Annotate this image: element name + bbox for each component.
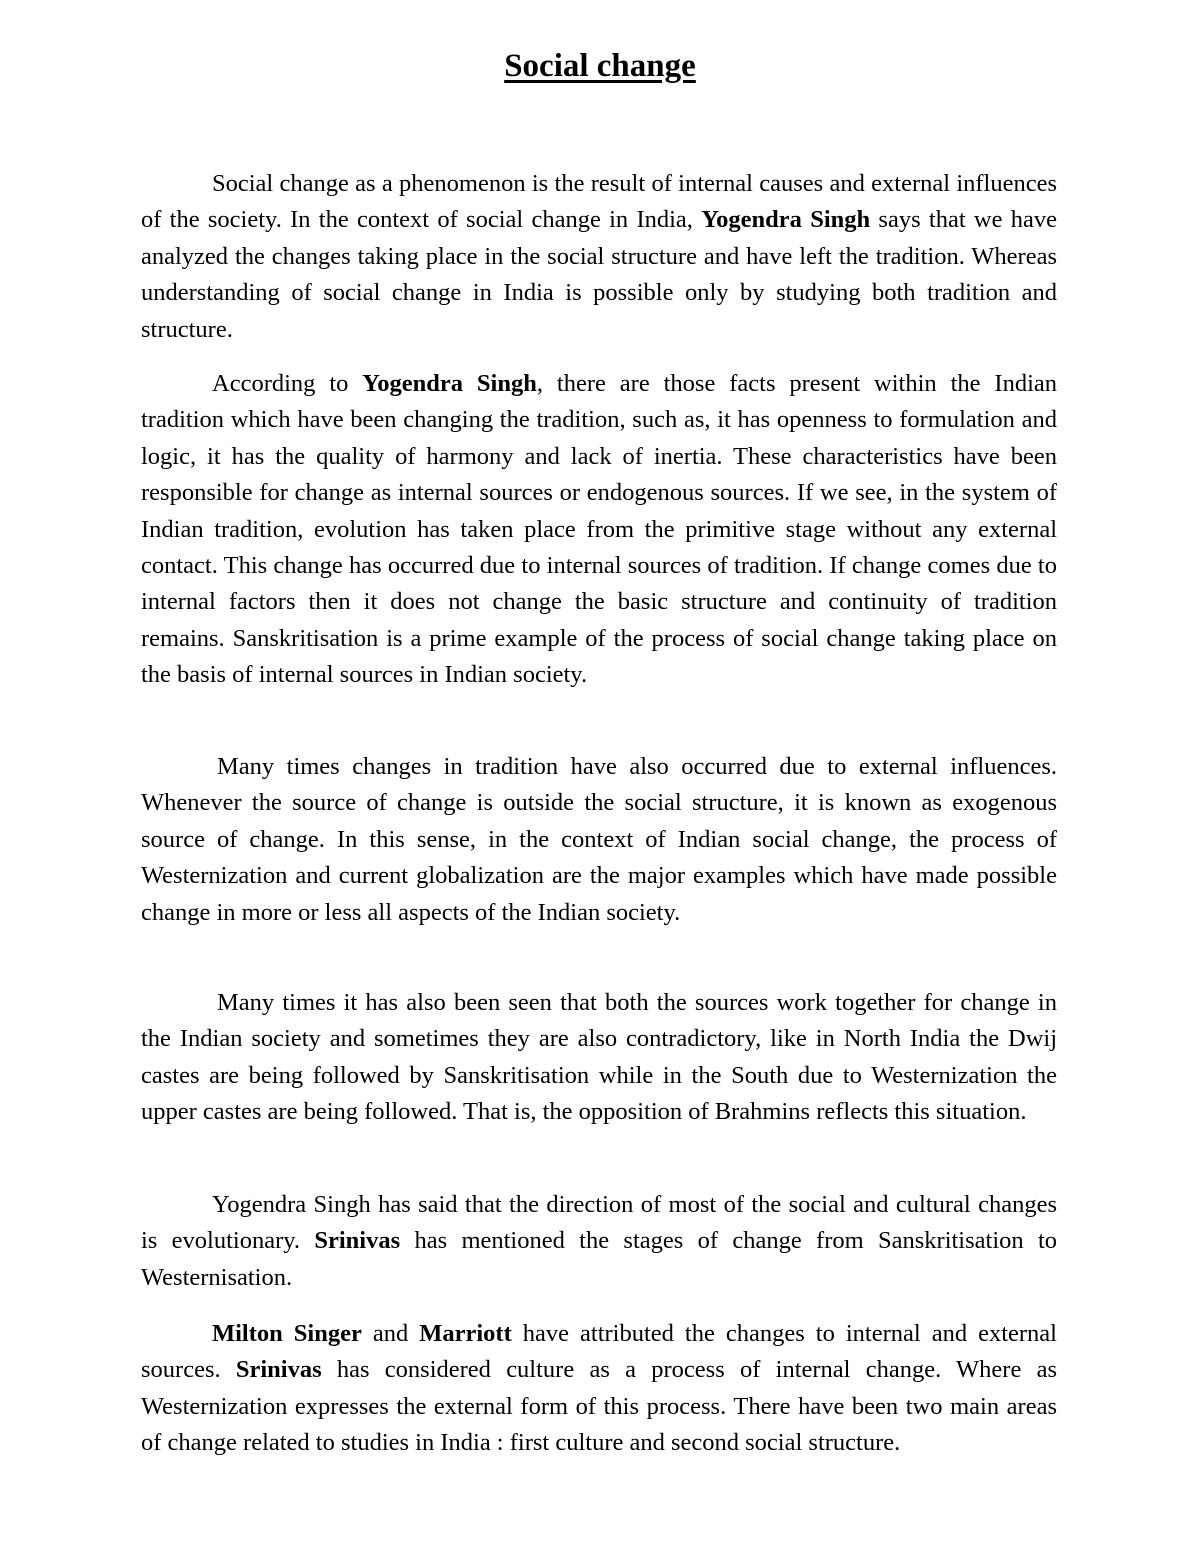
paragraph-4-text-1: Many times it has also been seen that both the sources work together for change in the Indian society and sometimes they are also contradictory, like in North India the Dwij castes are being followed by Sanskritisation while in the South due to Westernization the upper castes are being followed. That is, the opposition of Brahmins reflects this situation.: [141, 989, 1057, 1126]
paragraph-4: [141, 985, 1057, 1131]
paragraph-1-bold-yogendra-singh: Yogendra Singh: [701, 206, 871, 234]
paragraph-6: [141, 1316, 1057, 1462]
paragraph-2: [141, 366, 1057, 694]
paragraph-6-bold-milton-singer: Milton Singer: [212, 1320, 362, 1347]
paragraph-6-text-2: have attributed the changes to internal and external sources.: [141, 1320, 1057, 1384]
paragraph-2-text-2: , there are those facts present within the Indian tradition which have been changing the tradition, such as, it has openness to formulation and logic, it has the quality of harmony and lack of inertia. These characteristics have been responsible for change as internal sources or endogenous sources. If we see, in the system of Indian tradition, evolution has taken place from the primitive stage without any external contact. This change has occurred due to internal sources of tradition. If change comes due to internal factors then it does not change the basic structure and continuity of tradition remains. Sanskritisation is a prime example of the process of social change taking place on the basis of internal sources in Indian society.: [141, 370, 1058, 689]
paragraph-6-text-1: and: [361, 1320, 420, 1347]
paragraph-6-bold-srinivas: Srinivas: [235, 1356, 322, 1384]
paragraph-6-text-3: has considered culture as a process of internal change. Where as Westernization expresses the external form of this process. There have been two main areas of change related to studies in India : first culture and second social structure.: [141, 1356, 1057, 1457]
paragraph-5-text-2: has mentioned the stages of change from Sanskritisation to Westernisation.: [141, 1227, 1058, 1291]
paragraph-6-bold-marriott: Marriott: [419, 1320, 512, 1347]
paragraph-5-bold-srinivas: Srinivas: [314, 1227, 401, 1255]
paragraph-1-text-1: Social change as a phenomenon is the result of internal causes and external influences of the society. In the context of social change in India,: [141, 170, 1057, 234]
page-title: Social change: [504, 48, 696, 84]
paragraph-2-bold-yogendra-singh: Yogendra Singh: [362, 370, 537, 397]
paragraph-5: [141, 1187, 1057, 1296]
paragraph-3-text-1: Many times changes in tradition have also occurred due to external influences. Whenever the source of change is outside the social structure, it is known as exogenous source of change. In this sense, in the context of Indian social change, the process of Westernization and current globalization are the major examples which have made possible change in more or less all aspects of the Indian society.: [141, 753, 1057, 926]
paragraph-3: [141, 749, 1057, 931]
paragraph-1-text-2: says that we have analyzed the changes taking place in the social structure and have left the tradition. Whereas understanding of social change in India is possible only by studying both tradition and structure.: [141, 206, 1057, 343]
paragraph-5-text-1: Yogendra Singh has said that the direction of most of the social and cultural changes is evolutionary.: [141, 1191, 1057, 1255]
paragraph-2-text-1: According to: [212, 370, 363, 397]
paragraph-1: [141, 166, 1057, 348]
